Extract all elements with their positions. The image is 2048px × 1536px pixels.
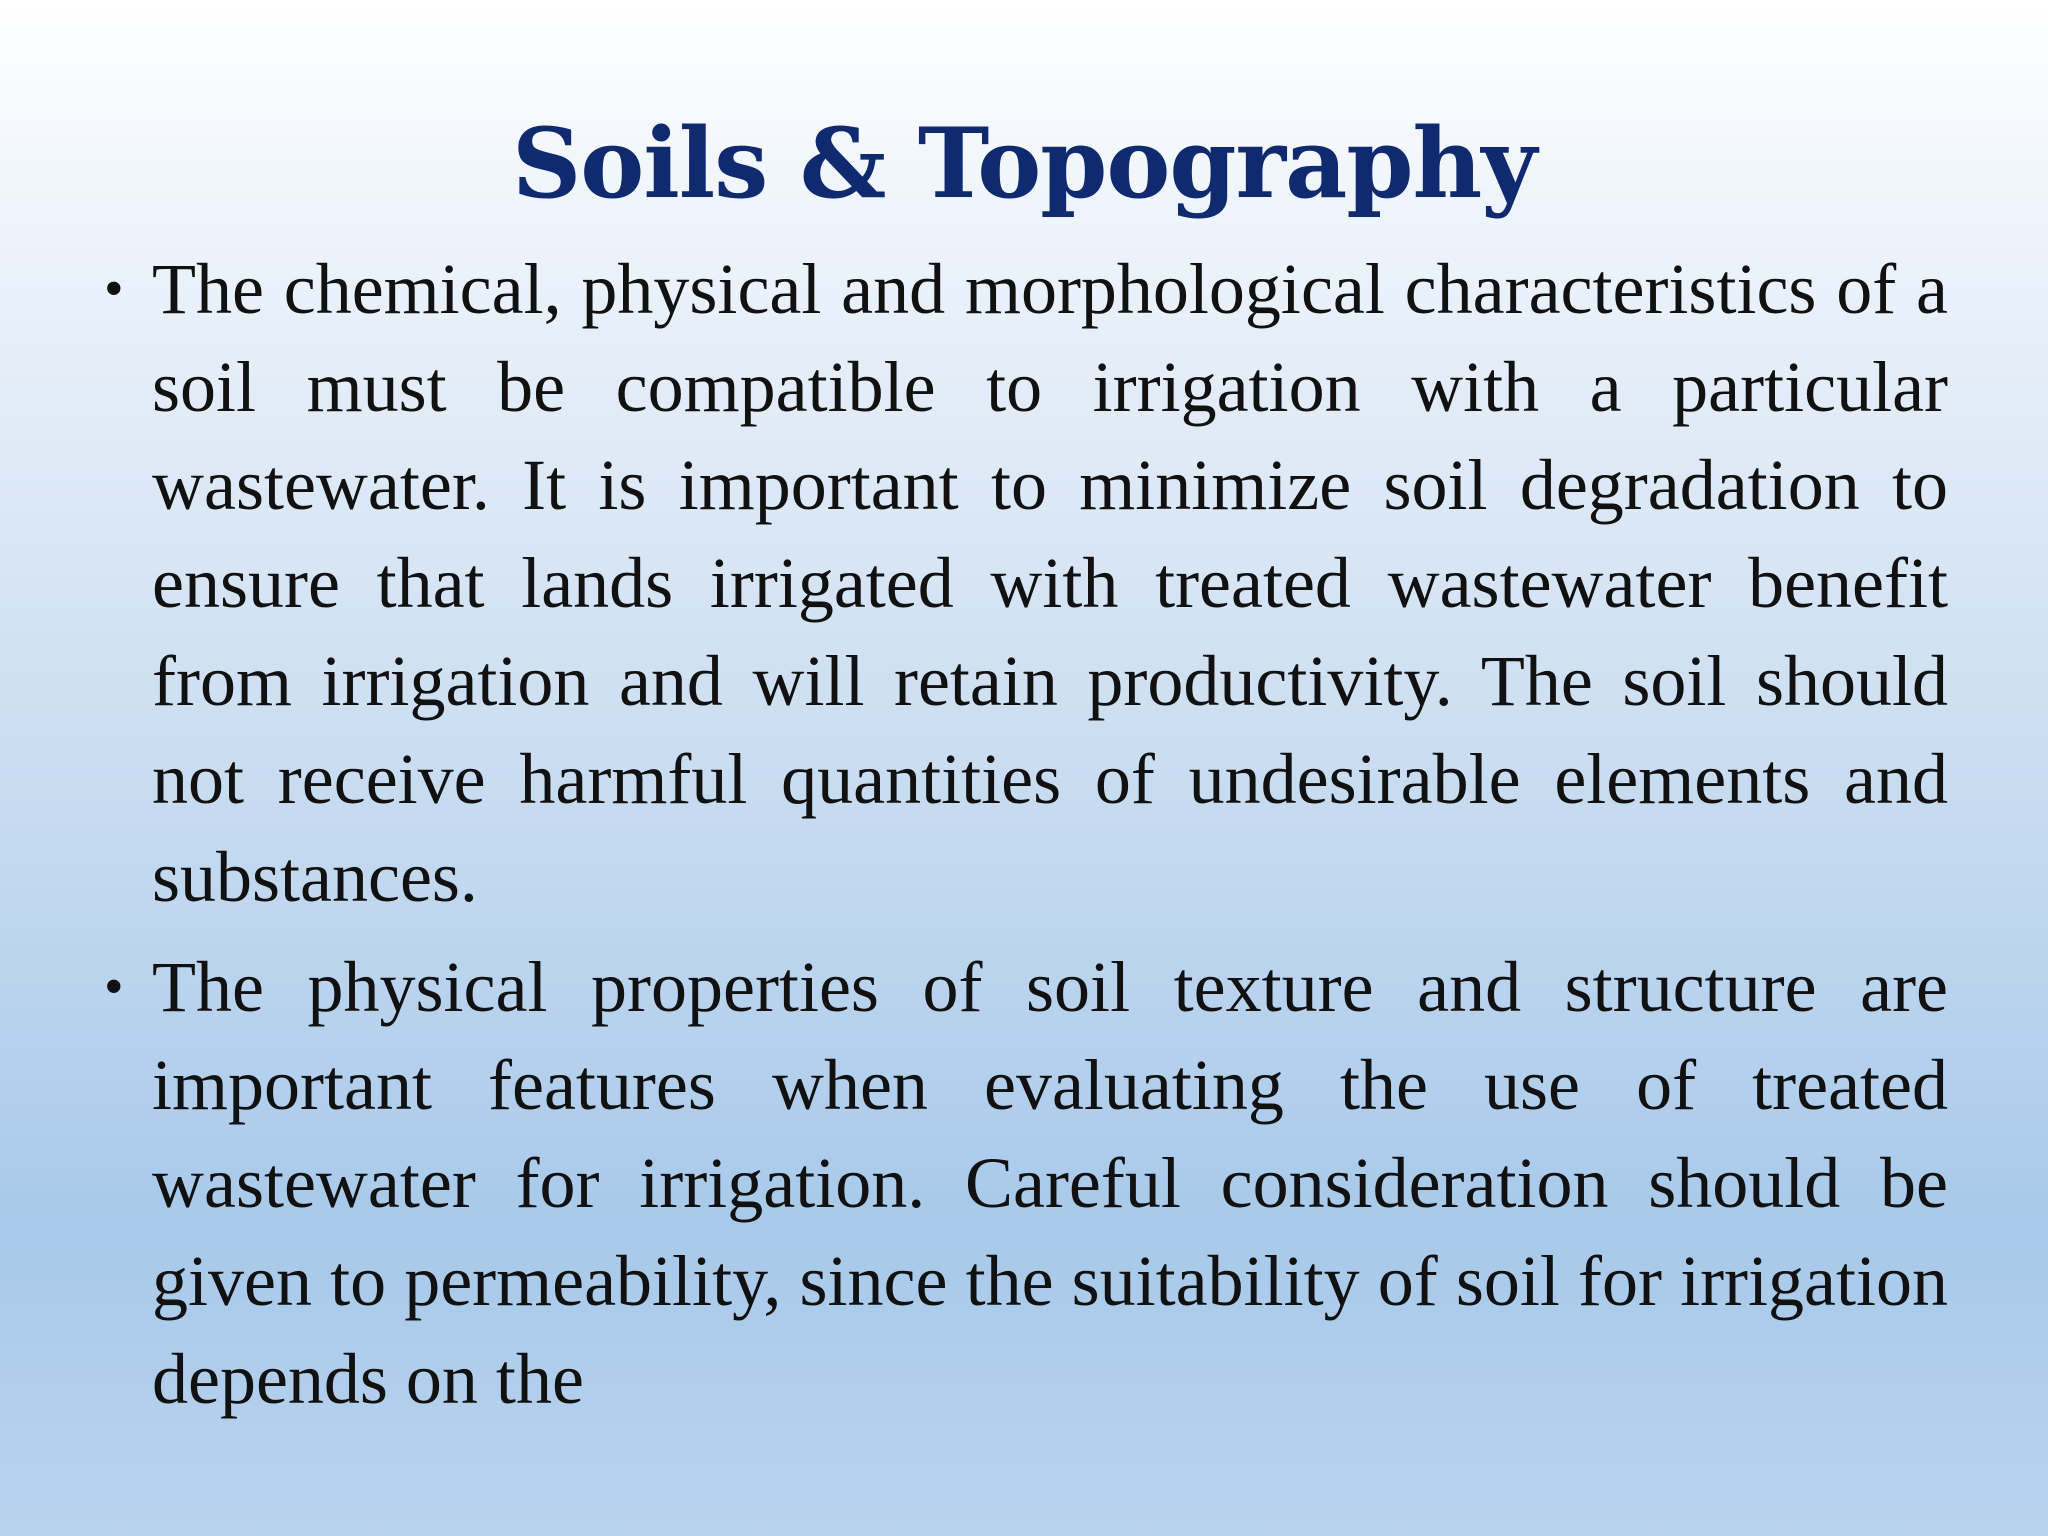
slide-title: Soils & Topography <box>511 107 1537 221</box>
bullet-text: The physical properties of soil texture and structure are important features when evaluating the use of treated wastewater for irrigation. Careful consideration should be given to permeability, since the suitability of soil for irrigation depends on the <box>152 947 1948 1419</box>
bullet-item <box>96 938 1948 1428</box>
bullet-icon: • <box>104 258 124 320</box>
bullet-icon: • <box>104 956 124 1018</box>
bullet-text: The chemical, physical and morphological characteristics of a soil must be compatible to irrigation with a particular wastewater. It is important to minimize soil degradation to ensure that lands irrigated with treated wastewater benefit from irrigation and will retain productivity. The soil should not receive harmful quantities of undesirable elements and substances. <box>152 249 1948 917</box>
bullet-item <box>96 240 1948 926</box>
bullet-list <box>96 240 1948 1428</box>
